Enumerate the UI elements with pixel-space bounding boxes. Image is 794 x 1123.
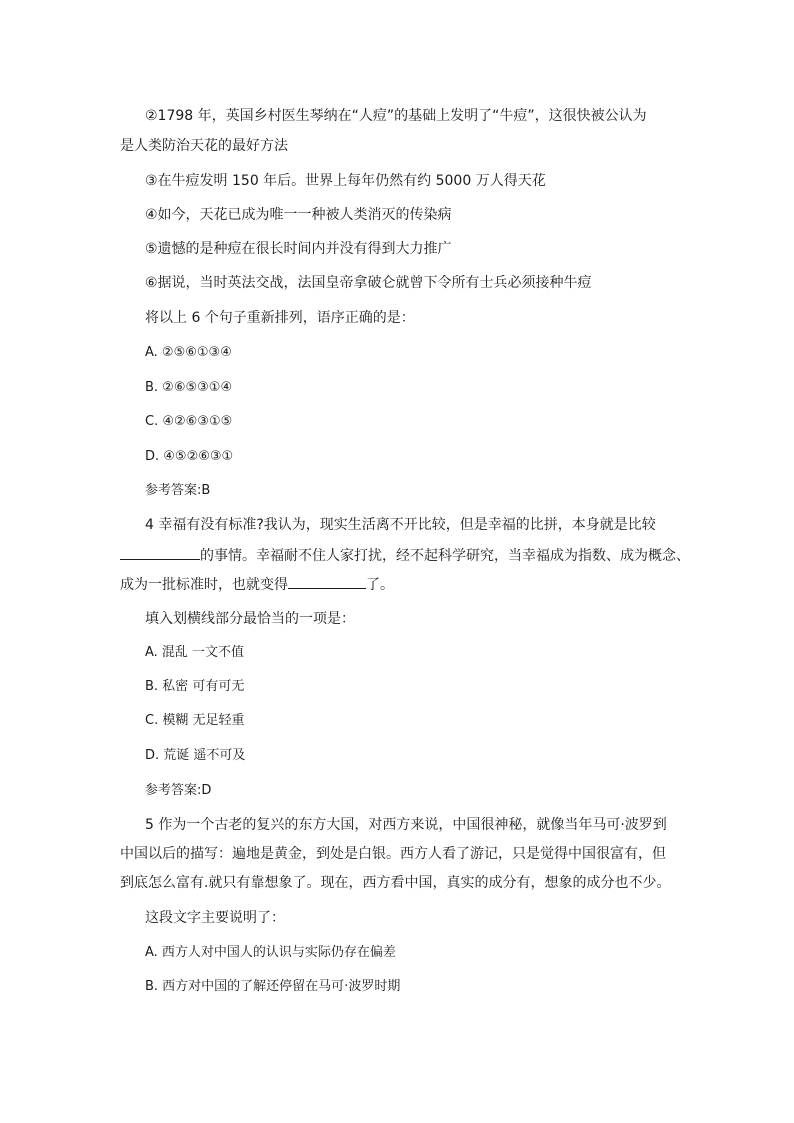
q4-blank-2 [288, 574, 366, 589]
q3-answer: 参考答案:B [145, 483, 211, 498]
q4-blank-1 [120, 545, 200, 560]
q3-option-a: A. ②⑤⑥①③④ [145, 345, 232, 360]
q3-sentence-2-line-2: 是人类防治天花的最好方法 [120, 138, 288, 154]
q3-sentence-5: ⑤遗憾的是种痘在很长时间内并没有得到大力推广 [145, 241, 452, 257]
q3-prompt: 将以上 6 个句子重新排列，语序正确的是： [145, 310, 415, 326]
q3-sentence-2-line-1: ②1798 年，英国乡村医生琴纳在“人痘”的基础上发明了“牛痘”，这很快被公认为 [145, 108, 647, 124]
q4-stem-line-1: 4 幸福有没有标准?我认为，现实生活离不开比较，但是幸福的比拼，本身就是比较 [145, 517, 656, 533]
q3-sentence-3: ③在牛痘发明 150 年后。世界上每年仍然有约 5000 万人得天花 [145, 173, 546, 189]
q5-stem-line-1: 5 作为一个古老的复兴的东方大国，对西方来说，中国很神秘，就像当年马可·波罗到 [145, 817, 667, 833]
q4-answer: 参考答案:D [145, 783, 212, 798]
q4-option-a: A. 混乱 一文不值 [145, 645, 245, 660]
q4-stem-line-3-text-before: 成为一批标准时，也就变得 [120, 577, 288, 593]
q4-option-b: B. 私密 可有可无 [145, 679, 245, 694]
q4-option-c: C. 模糊 无足轻重 [145, 713, 245, 728]
q3-option-c: C. ④②⑥③①⑤ [145, 414, 233, 429]
q5-prompt: 这段文字主要说明了： [145, 910, 285, 926]
q4-option-d: D. 荒诞 遥不可及 [145, 748, 246, 763]
q5-stem-line-2: 中国以后的描写：遍地是黄金，到处是白银。西方人看了游记，只是觉得中国很富有，但 [120, 846, 666, 862]
q3-sentence-6: ⑥据说，当时英法交战，法国皇帝拿破仑就曾下令所有士兵必须接种牛痘 [145, 275, 592, 291]
q3-sentence-4: ④如今，天花已成为唯一一种被人类消灭的传染病 [145, 207, 452, 223]
q5-option-b: B. 西方对中国的了解还停留在马可·波罗时期 [145, 979, 401, 994]
q4-stem-line-2 [120, 545, 690, 566]
q3-option-d: D. ④⑤②⑥③① [145, 449, 234, 464]
q4-stem-line-2-text: 的事情。幸福耐不住人家打扰，经不起科学研究，当幸福成为指数、成为概念、 [200, 548, 690, 564]
q4-stem-line-3 [120, 574, 394, 595]
q4-prompt: 填入划横线部分最恰当的一项是： [145, 611, 355, 627]
q3-option-b: B. ②⑥⑤③①④ [145, 380, 233, 395]
q5-option-a: A. 西方人对中国人的认识与实际仍存在偏差 [145, 945, 396, 960]
q4-stem-line-3-text-after: 了。 [366, 577, 394, 593]
q5-stem-line-3: 到底怎么富有.就只有靠想象了。现在，西方看中国，真实的成分有，想象的成分也不少。 [120, 875, 671, 891]
